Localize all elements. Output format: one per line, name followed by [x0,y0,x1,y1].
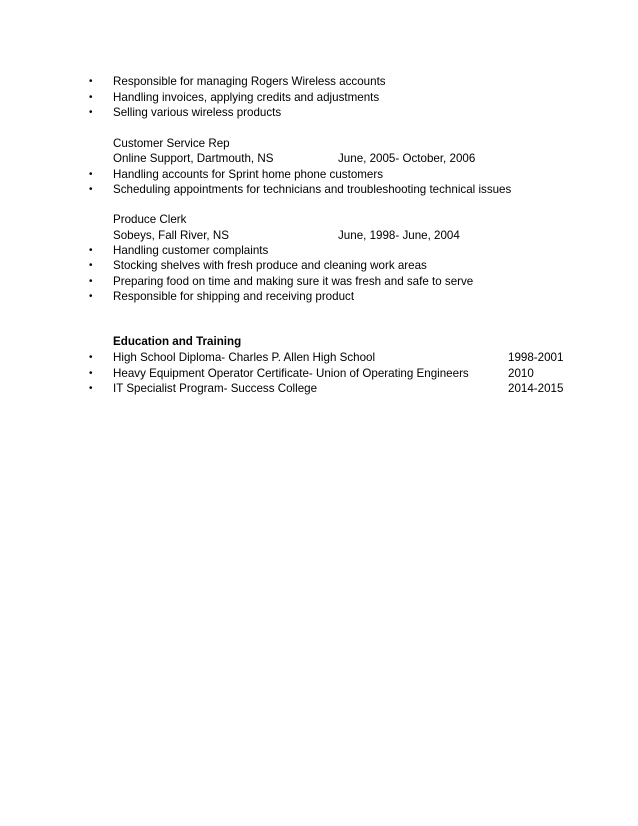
education-dates: 2010 [508,367,534,380]
bullet-marker: • [89,107,93,118]
bullet-text: Handling customer complaints [113,244,269,257]
bullet-text: Scheduling appointments for technicians and troubleshooting technical issues [113,183,512,196]
list-item [0,366,638,382]
bullet-marker: • [89,169,93,180]
education-dates: 1998-2001 [508,351,564,364]
section-heading: Education and Training [113,335,242,348]
bullet-marker: • [89,352,93,363]
job-employer: Online Support, Dartmouth, NS [113,152,274,165]
bullet-text: Responsible for managing Rogers Wireless accounts [113,75,386,88]
job-employer-line [0,228,638,244]
bullet-text: Preparing food on time and making sure it was fresh and safe to serve [113,275,474,288]
list-item [0,182,638,198]
bullet-text: Stocking shelves with fresh produce and cleaning work areas [113,259,427,272]
bullet-marker: • [89,383,93,394]
job-employer: Sobeys, Fall River, NS [113,229,229,242]
education-item: Heavy Equipment Operator Certificate- Union of Operating Engineers [113,367,469,380]
bullet-marker: • [89,260,93,271]
job-title: Produce Clerk [113,213,187,226]
list-item [0,90,638,106]
section-heading-line [0,334,638,350]
list-item [0,350,638,366]
bullet-marker: • [89,92,93,103]
list-item [0,167,638,183]
job-dates: June, 2005- October, 2006 [338,152,476,165]
bullet-marker: • [89,291,93,302]
job-employer-line [0,151,638,167]
education-dates: 2014-2015 [508,382,564,395]
education-item: IT Specialist Program- Success College [113,382,318,395]
bullet-text: Selling various wireless products [113,106,282,119]
bullet-text: Handling accounts for Sprint home phone customers [113,168,384,181]
list-item [0,274,638,290]
education-item: High School Diploma- Charles P. Allen High School [113,351,376,364]
bullet-marker: • [89,276,93,287]
list-item [0,258,638,274]
bullet-marker: • [89,184,93,195]
bullet-text: Handling invoices, applying credits and adjustments [113,91,380,104]
job-title-line [0,212,638,228]
bullet-marker: • [89,245,93,256]
bullet-marker: • [89,76,93,87]
list-item [0,105,638,121]
job-title-line [0,136,638,152]
list-item [0,289,638,305]
job-title: Customer Service Rep [113,137,230,150]
bullet-text: Responsible for shipping and receiving product [113,290,355,303]
job-dates: June, 1998- June, 2004 [338,229,460,242]
list-item [0,243,638,259]
list-item [0,381,638,397]
list-item [0,74,638,90]
bullet-marker: • [89,368,93,379]
